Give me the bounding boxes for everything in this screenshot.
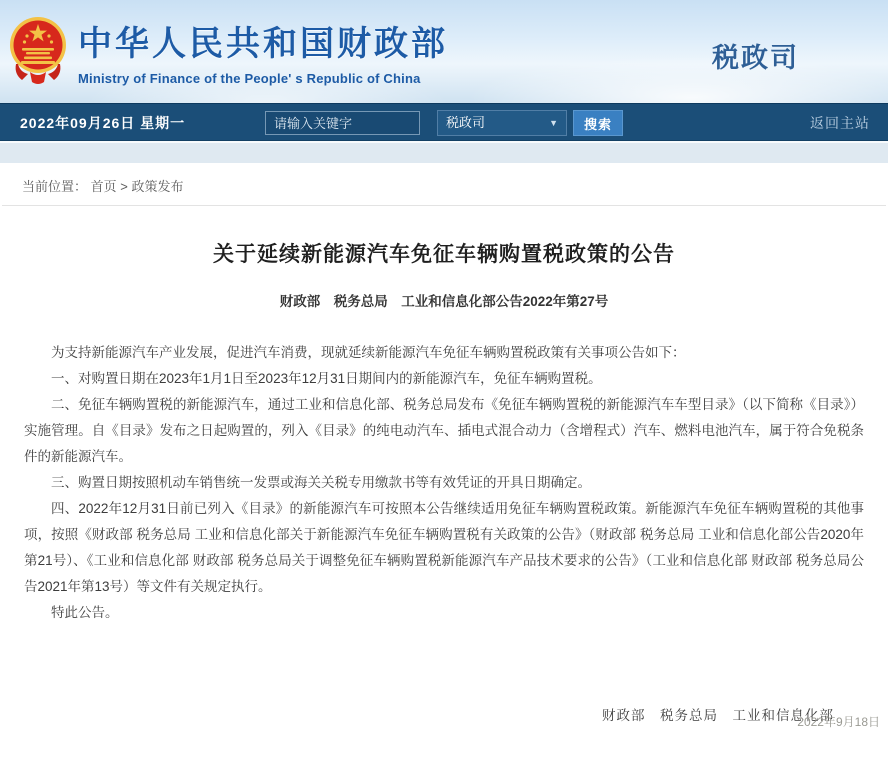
site-title: 中华人民共和国财政部 (78, 25, 448, 63)
department-title: 税政司 (712, 43, 799, 73)
site-header (0, 0, 888, 103)
announcement-body (24, 340, 864, 626)
nav-bar (0, 103, 888, 141)
issue-date-watermark: 2022年9月18日 (797, 715, 880, 729)
paragraph-item-4: 四、2022年12月31日前已列入《目录》的新能源汽车可按照本公告继续适用免征车辆购置税政策。新能源汽车免征车辆购置税的其他事项，按照《财政部 税务总局 工业和信息化部关于新能源汽车免征车辆购置税有关政策的公告》（财政部 税务总局 工业和信息化部公告2020年第21号）、《工业和信息化部 财政部 税务总局关于调整免征车辆购置税新能源汽车产品技术要求的公告》（工业和信息化部 财政部 税务总局公告2021年第13号）等文件有关规定执行。 (24, 501, 864, 594)
paragraph-item-1: 一、对购置日期在2023年1月1日至2023年12月31日期间内的新能源汽车，免征车辆购置税。 (51, 371, 602, 386)
search-scope-value: 税政司 (446, 115, 486, 130)
return-home-link[interactable]: 返回主站 (810, 115, 870, 131)
breadcrumb-home-link[interactable]: 首页 (90, 179, 117, 194)
chevron-down-icon: ▼ (549, 118, 558, 128)
announcement-number: 财政部 税务总局 工业和信息化部公告2022年第27号 (279, 294, 609, 309)
search-input[interactable] (265, 111, 420, 135)
issuing-agencies-signature: 财政部 税务总局 工业和信息化部 (602, 708, 834, 723)
search-scope-dropdown[interactable] (437, 110, 567, 136)
current-date: 2022年09月26日 星期一 (20, 115, 186, 131)
announcement-document (0, 238, 888, 724)
paragraph-item-3: 三、购置日期按照机动车销售统一发票或海关关税专用缴款书等有效凭证的开具日期确定。 (51, 475, 591, 490)
header-divider-strip (0, 141, 888, 163)
breadcrumb-divider (2, 205, 886, 206)
site-brand (78, 16, 448, 86)
breadcrumb-separator: > (120, 179, 128, 194)
breadcrumb-section-link[interactable]: 政策发布 (131, 179, 184, 194)
china-national-emblem-icon (8, 12, 68, 88)
paragraph-item-2: 二、免征车辆购置税的新能源汽车，通过工业和信息化部、税务总局发布《免征车辆购置税的新能源汽车车型目录》（以下简称《目录》）实施管理。自《目录》发布之日起购置的，列入《目录》的纯电动汽车、插电式混合动力（含增程式）汽车、燃料电池汽车，属于符合免税条件的新能源汽车。 (24, 397, 864, 464)
page-title: 关于延续新能源汽车免征车辆购置税政策的公告 (213, 243, 675, 266)
breadcrumb-label: 当前位置： (22, 179, 88, 194)
breadcrumb (0, 163, 888, 205)
paragraph-intro: 为支持新能源汽车产业发展，促进汽车消费，现就延续新能源汽车免征车辆购置税政策有关事项公告如下： (51, 345, 686, 360)
paragraph-closing: 特此公告。 (51, 605, 119, 620)
site-subtitle: Ministry of Finance of the People' s Republic of China (78, 71, 421, 86)
search-button[interactable]: 搜索 (573, 110, 623, 136)
main-content (0, 163, 888, 729)
